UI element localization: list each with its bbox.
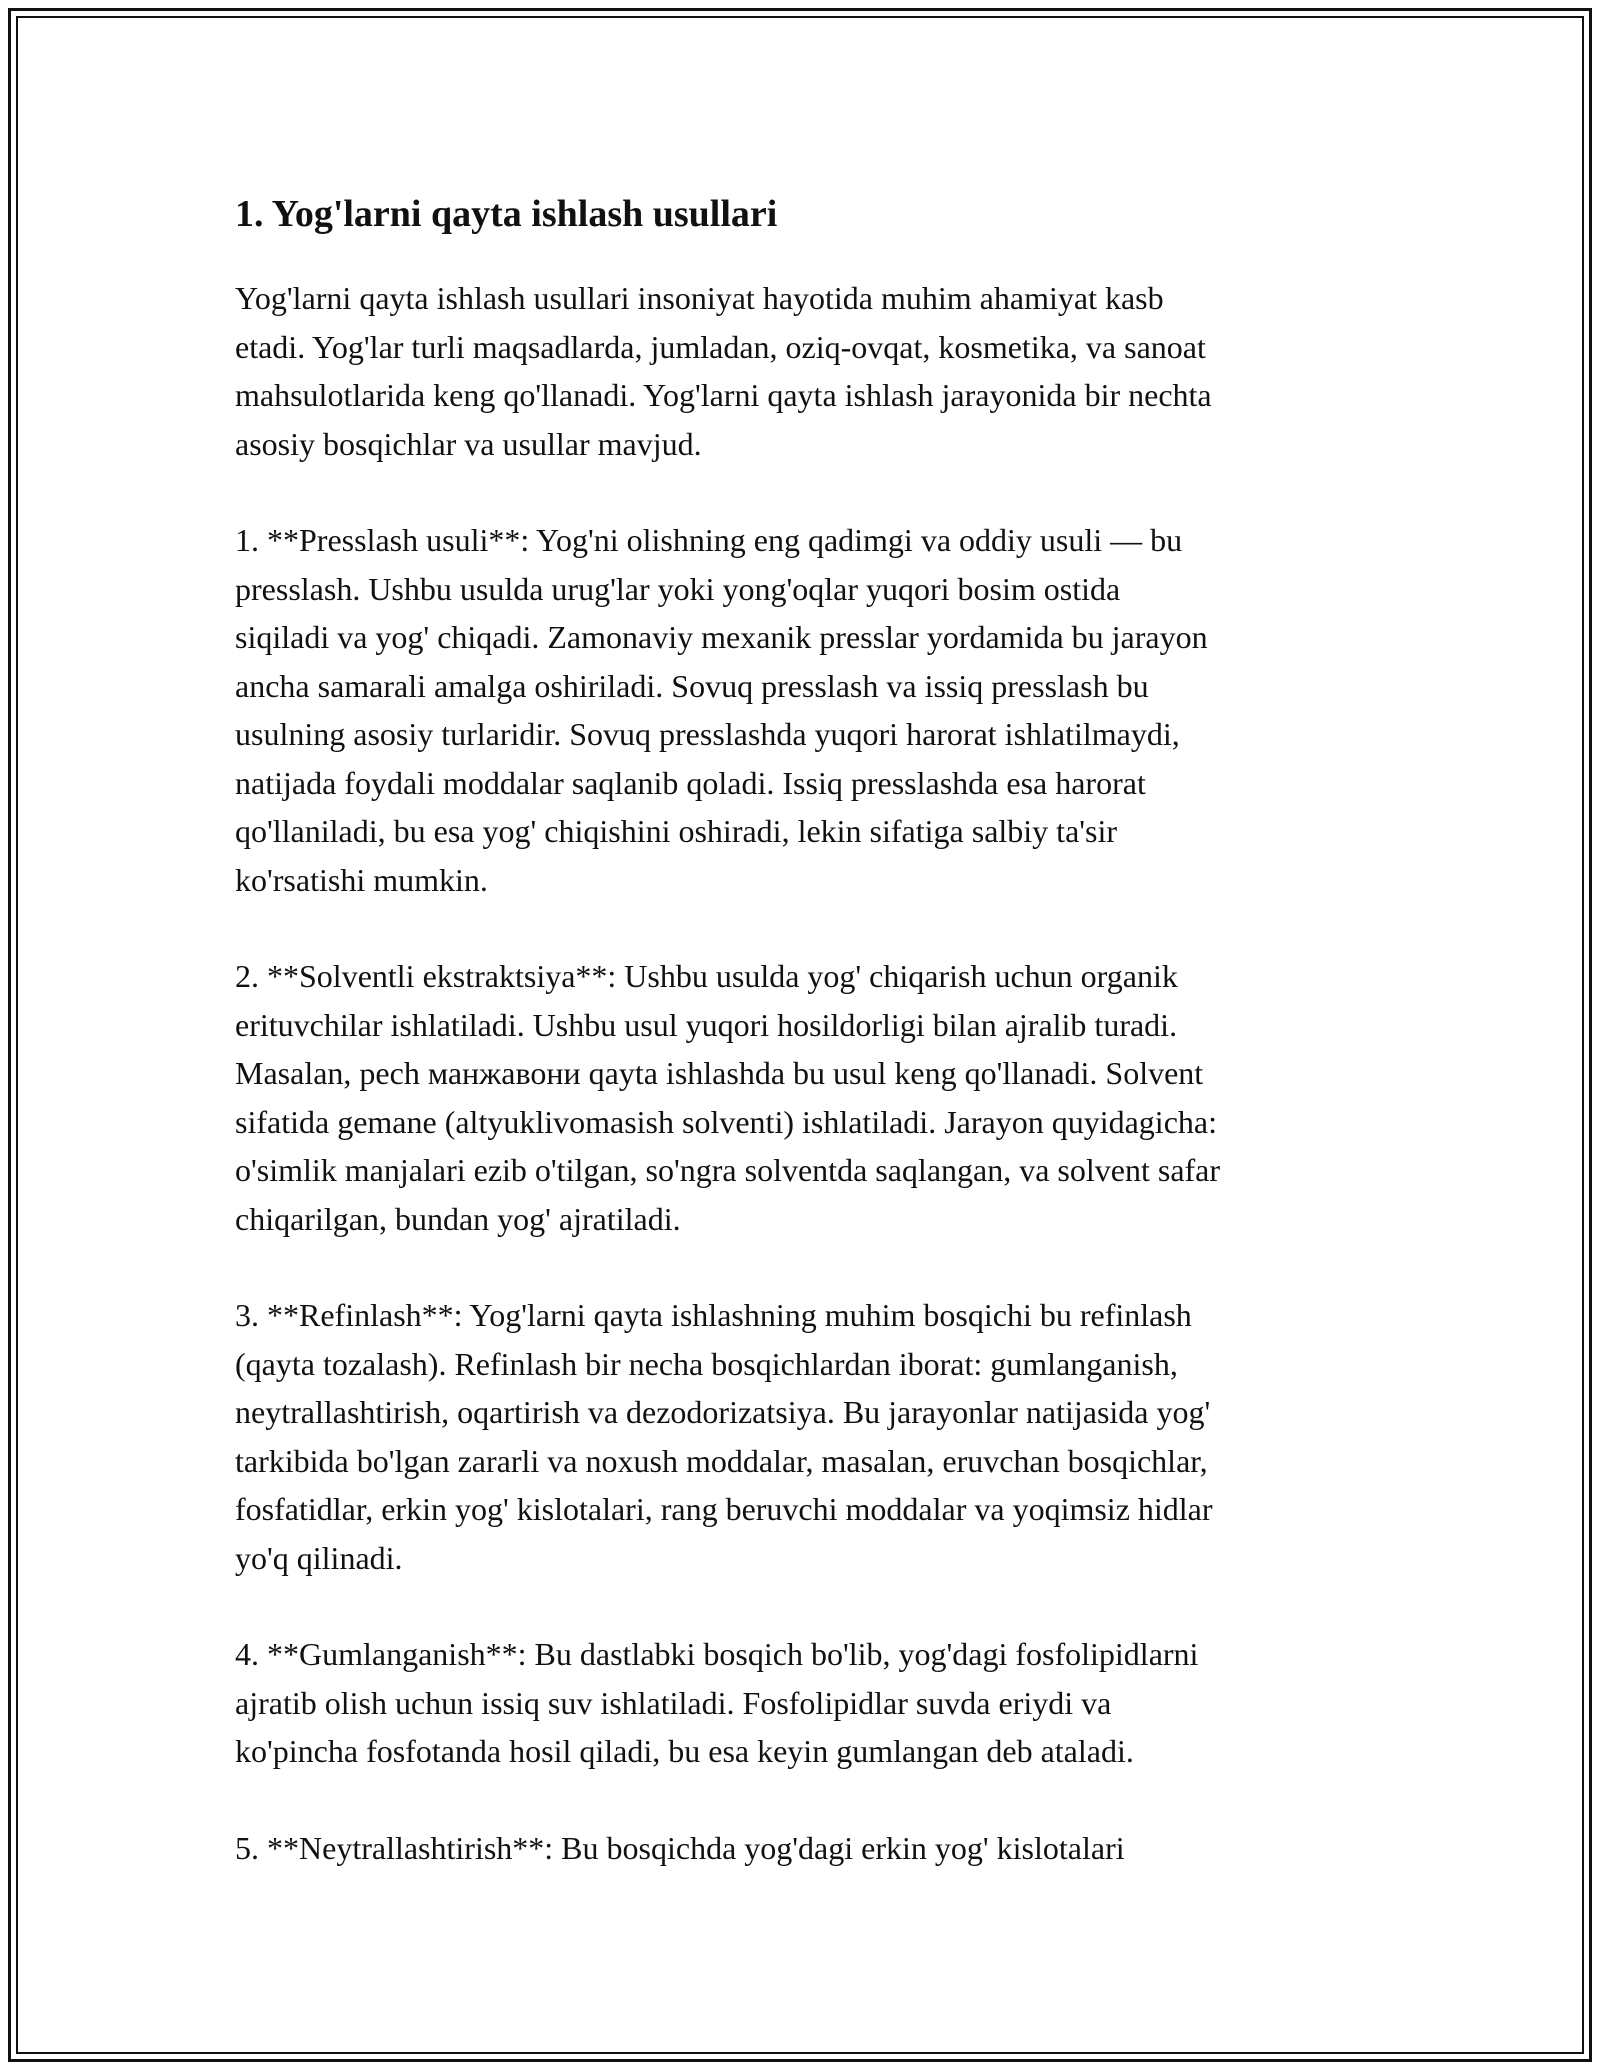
paragraph-gumlanganish: 4. **Gumlanganish**: Bu dastlabki bosqich bo'lib, yog'dagi fosfolipidlarni ajratib olish uchun issiq suv ishlatiladi. Fosfolipidlar suvda eriydi va ko'pincha fosfotanda hosil qiladi, bu esa keyin gumlangan deb ataladi. bbox=[235, 1636, 1199, 1769]
paragraph-presslash: 1. **Presslash usuli**: Yog'ni olishning eng qadimgi va oddiy usuli — bu presslash. Ushbu usulda urug'lar yoki yong'oqlar yuqori bosim ostida siqiladi va yog' chiqadi. Zamonaviy mexanik presslar yordamida bu jarayon ancha samarali amalga oshiriladi. Sovuq presslash va issiq presslash bu usulning asosiy turlaridir. Sovuq presslashda yuqori harorat ishlatilmaydi, natijada foydali moddalar saqlanib qoladi. Issiq presslashda esa harorat qo'llaniladi, bu esa yog' chiqishini oshiradi, lekin sifatiga salbiy ta'sir ko'rsatishi mumkin. bbox=[235, 522, 1208, 898]
section-heading: 1. Yog'larni qayta ishlash usullari bbox=[235, 193, 778, 235]
paragraph-solventli-ekstraktsiya: 2. **Solventli ekstraktsiya**: Ushbu usulda yog' chiqarish uchun organik erituvchilar ishlatiladi. Ushbu usul yuqori hosildorligi bilan ajralib turadi. Masalan, pech манжавони qayta ishlashda bu usul keng qo'llanadi. Solvent sifatida gemane (altyuklivomasish solventi) ishlatiladi. Jarayon quyidagicha: o'simlik manjalari ezib o'tilgan, so'ngra solventda saqlangan, va solvent safar chiqarilgan, bundan yog' ajratiladi. bbox=[235, 958, 1221, 1237]
document-body bbox=[235, 184, 1375, 1872]
paragraph-refinlash: 3. **Refinlash**: Yog'larni qayta ishlashning muhim bosqichi bu refinlash (qayta tozalash). Refinlash bir necha bosqichlardan iborat: gumlanganish, neytrallashtirish, oqartirish va dezodorizatsiya. Bu jarayonlar natijasida yog' tarkibida bo'lgan zararli va noxush moddalar, masalan, eruvchan bosqichlar, fosfatidlar, erkin yog' kislotalari, rang beruvchi moddalar va yoqimsiz hidlar yo'q qilinadi. bbox=[235, 1297, 1213, 1576]
intro-paragraph: Yog'larni qayta ishlash usullari insoniyat hayotida muhim ahamiyat kasb etadi. Yog'lar turli maqsadlarda, jumladan, oziq-ovqat, kosmetika, va sanoat mahsulotlarida keng qo'llanadi. Yog'larni qayta ishlash jarayonida bir nechta asosiy bosqichlar va usullar mavjud. bbox=[235, 280, 1212, 462]
paragraph-neytrallashtirish: 5. **Neytrallashtirish**: Bu bosqichda yog'dagi erkin yog' kislotalari bbox=[235, 1829, 1125, 1866]
